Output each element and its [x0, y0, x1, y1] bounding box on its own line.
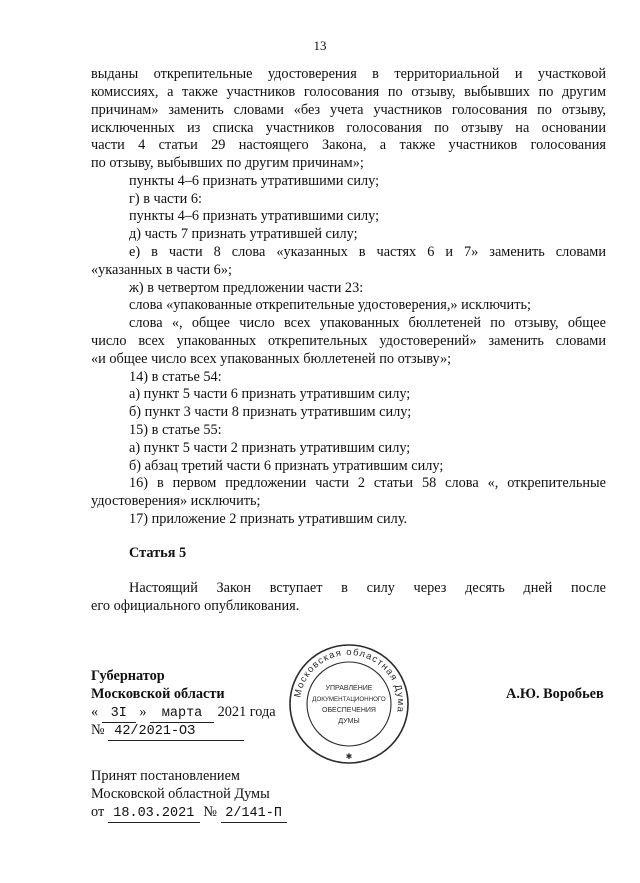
law-date — [91, 704, 276, 723]
article-title: Статья 5 — [129, 545, 187, 561]
body-line: удостоверения» исключить; — [91, 493, 261, 509]
adoption-details — [91, 804, 287, 823]
governor-title: Губернатор — [91, 668, 165, 684]
body-line: 15) в статье 55: — [129, 422, 222, 438]
body-line: а) пункт 5 части 2 признать утратившим силу; — [129, 440, 411, 456]
adoption-date: 18.03.2021 — [108, 805, 200, 823]
stamp-star-icon: ✱ — [345, 752, 353, 761]
adoption-line1: Принят постановлением — [91, 768, 240, 784]
body-line: части 4 статьи 29 настоящего Закона, а также участников голосования — [91, 137, 606, 153]
law-number-value: 42/2021-ОЗ — [108, 723, 244, 741]
body-line: ж) в четвертом предложении части 23: — [129, 280, 364, 296]
official-stamp — [288, 643, 410, 765]
body-line: число всех упакованных открепительных удостоверений» заменить словами — [91, 333, 606, 349]
body-line: 17) приложение 2 признать утратившим силу. — [129, 511, 408, 527]
body-line: б) пункт 3 части 8 признать утратившим силу; — [129, 404, 412, 420]
governor-region: Московской области — [91, 686, 225, 702]
adoption-number: 2/141-П — [221, 805, 287, 823]
adoption-from-label: от — [91, 804, 105, 820]
stamp-center-line: ОБЕСПЕЧЕНИЯ — [322, 707, 376, 714]
date-day: 3I — [102, 705, 136, 723]
body-line: выданы открепительные удостоверения в территориальной и участковой — [91, 66, 606, 82]
body-line: пункты 4–6 признать утратившими силу; — [129, 173, 380, 189]
article-line: его официального опубликования. — [91, 598, 300, 614]
body-line: комиссиях, а также участников голосования по отзыву, выбывших по другим — [91, 84, 606, 100]
body-line: «указанных в части 6»; — [91, 262, 232, 278]
governor-name: А.Ю. Воробьев — [506, 686, 604, 702]
body-line: е) в части 8 слова «указанных в частях 6 и 7» заменить словами — [129, 244, 606, 260]
body-line: «и общее число всех упакованных бюллетеней по отзыву»; — [91, 351, 452, 367]
body-line: 16) в первом предложении части 2 статьи 58 слова «, открепительные — [129, 475, 606, 491]
body-line: а) пункт 5 части 6 признать утратившим силу; — [129, 386, 411, 402]
body-line: 14) в статье 54: — [129, 369, 222, 385]
body-line: г) в части 6: — [129, 191, 202, 207]
stamp-ring-text: Московская областная Дума — [292, 646, 407, 714]
page-number: 13 — [313, 38, 327, 53]
date-month: марта — [150, 705, 214, 723]
body-line: д) часть 7 признать утратившей силу; — [129, 226, 358, 242]
stamp-outer-ring — [290, 645, 408, 763]
stamp-center-line: УПРАВЛЕНИЕ — [325, 685, 373, 692]
law-number — [91, 722, 244, 741]
law-number-prefix: № — [91, 722, 105, 738]
date-year: 2021 года — [217, 704, 276, 720]
date-open-quote: « — [91, 704, 99, 720]
body-line: б) абзац третий части 6 признать утратившим силу; — [129, 458, 444, 474]
body-line: по отзыву, выбывших по другим причинам»; — [91, 155, 364, 171]
body-line: пункты 4–6 признать утратившими силу; — [129, 208, 380, 224]
body-line: причинам» заменить словами «без учета участников голосования по отзыву, — [91, 102, 606, 118]
body-line: слова «упакованные открепительные удостоверения,» исключить; — [129, 297, 531, 313]
article-line: Настоящий Закон вступает в силу через десять дней после — [129, 580, 606, 596]
stamp-inner-ring — [307, 662, 391, 746]
stamp-center-line: ДОКУМЕНТАЦИОННОГО — [312, 696, 386, 703]
body-line: исключенных из списка участников голосования по отзыву на основании — [91, 120, 606, 136]
adoption-line2: Московской областной Думы — [91, 786, 270, 802]
adoption-number-prefix: № — [203, 804, 218, 820]
date-close-quote: » — [139, 704, 147, 720]
body-line: слова «, общее число всех упакованных бюллетеней по отзыву, общее — [129, 315, 606, 331]
stamp-center-line: ДУМЫ — [338, 718, 360, 725]
